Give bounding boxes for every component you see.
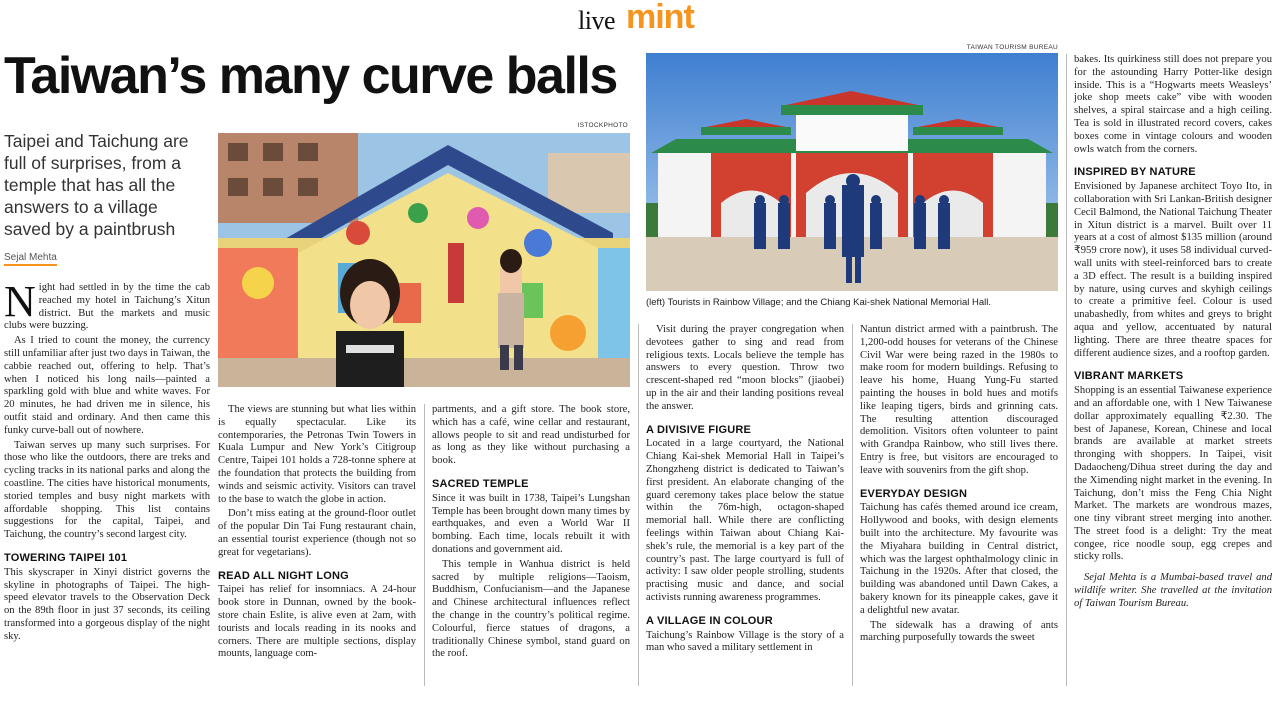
col2-para-2: Don’t miss eating at the ground-floor outlet of the popular Din Tai Fung restaurant chain, an essential tourist experience (though not so great for vegetarians). bbox=[218, 508, 416, 558]
rainbow-village-photo bbox=[218, 122, 630, 388]
photo-credit-tourism: TAIWAN TOURISM BUREAU bbox=[966, 44, 1058, 51]
subhead-divisive-figure: A DIVISIVE FIGURE bbox=[646, 423, 752, 436]
column-rule bbox=[852, 324, 853, 686]
col4-para-1: Visit during the prayer congregation when devotees gather to sing and read from religious texts. Locals believe the temple has answers to every question. Throw two crescent-shaped red “moon blocks” (jiaobei) up in the air and their landing positions reveal the answer. bbox=[646, 324, 844, 412]
col3-para-1: partments, and a gift store. The book store, which has a café, wine cellar and restaurant, allows people to sit and read undisturbed for as long as they like without purchasing a book. bbox=[432, 404, 630, 467]
subhead-inspired-nature: INSPIRED BY NATURE bbox=[1074, 166, 1196, 179]
col4-para-2: Located in a large courtyard, the National Chiang Kai-shek Memorial Hall in Taipei’s Zhongzheng district is dedicated to Taiwan’s first president. An elaborate changing of the guard ceremony takes place below the statue within the 76m-high, octagon-shaped memorial hall. While there are conflicting feelings within Taiwan about Chiang Kai-shek’s rule, the memorial is a key part of the country’s past. The large courtyard is full of activity: I saw older people strolling, students practising music and dance, and social activists running awareness programmes. bbox=[646, 438, 844, 603]
column-2 bbox=[218, 404, 416, 663]
col3-para-2: Since it was built in 1738, Taipei’s Lungshan Temple has been brought down many times by earthquakes, and even a World War II bombing. Each time, locals rebuilt it with donations and government aid. bbox=[432, 492, 630, 555]
col5-para-3: The sidewalk has a drawing of ants marching purposefully towards the sweet bbox=[860, 619, 1058, 644]
col6-para-3: Shopping is an essential Taiwanese experience and an affordable one, with 1 New Taiwanese dollar approximately equalling ₹2.30. The best of Japanese, Korean, Chinese and local brands are available at market streets thronging with shoppers. In Taipei, visit Dadaocheng/Dihua street during the day and the Ximending night market in the evening. In Taichung, don’t miss the Feng Chia Night Market. The markets are wondrous mazes, one tiny vibrant street merging into another. The street food is a delight: Try the meat congee, rice noodle soup, egg crepes and sticky rolls. bbox=[1074, 385, 1272, 563]
column-rule bbox=[638, 324, 639, 686]
byline: Sejal Mehta bbox=[4, 252, 57, 266]
col3-para-3: This temple in Wanhua district is held sacred by multiple religions—Taoism, Buddhism, Confucianism—and the Japanese and Chinese architectural influences reflect the change in the country’s political regime. Colourful, fierce statues of dragons, a traditionally Chinese symbol, stand guard on the roof. bbox=[432, 558, 630, 660]
masthead-logo bbox=[560, 2, 730, 38]
column-6 bbox=[1074, 54, 1272, 613]
column-5 bbox=[860, 324, 1058, 647]
author-bio: Sejal Mehta is a Mumbai-based travel and wildlife writer. She travelled at the invitation of Taiwan Tourism Bureau. bbox=[1074, 572, 1272, 609]
col1-para-1-text: ight had settled in by the time the cab reached my hotel in Taichung’s Xitun district. But the markets and music clubs were buzzing. bbox=[4, 282, 210, 332]
col2-para-1: The views are stunning but what lies within is equally spectacular. Like its contemporaries, the Petronas Twin Towers in Kuala Lumpur and New York’s Citigroup Centre, Taipei 101 holds a 728-tonne sphere at the foundation that protects the building from winds and seismic activity. Visitors can travel to the base to watch the globe in action. bbox=[218, 404, 416, 505]
drop-cap: N bbox=[4, 277, 36, 326]
memorial-hall-photo bbox=[646, 44, 1058, 294]
col6-para-1: bakes. Its quirkiness still does not prepare you for the astounding Harry Potter-like design inside. This is a “Hogwarts meets Weasleys’ joke shop meets cake” vibe with wooden shelves, a spiral staircase and a high ceiling. Tea is sold in illustrated record covers, cakes boxes come in vintage colours and wooden owls watch from the corners. bbox=[1074, 54, 1272, 155]
col2-para-3: Taipei has relief for insomniacs. A 24-hour book store in Dunnan, owned by the book-store chain Eslite, is alive even at 2am, with tourists and locals reading in its nooks and corners. There are multiple sections, display mounts, language com- bbox=[218, 584, 416, 660]
subhead-read-all-night: READ ALL NIGHT LONG bbox=[218, 569, 349, 582]
column-rule bbox=[424, 404, 425, 686]
subhead-vibrant-markets: VIBRANT MARKETS bbox=[1074, 370, 1184, 383]
col1-para-2: As I tried to count the money, the currency still unfamiliar after just two days in Taiwan, the cabbie reached out, offering to help. That’s when I noticed his long nails—painted a sparkling gold with blue and white waves. For 20 minutes, he had driven me in silence, his outfit staid and ordinary. And then came this funky curve-ball out of nowhere. bbox=[4, 335, 210, 436]
column-3 bbox=[432, 404, 630, 663]
subhead-sacred-temple: SACRED TEMPLE bbox=[432, 477, 529, 490]
col1-para-4: This skyscraper in Xinyi district governs the skyline in photographs of Taipei. The high-speed elevator travels to the Observation Deck on the 89th floor in just 37 seconds, its ceiling transformed into a gorgeous display of the night sky. bbox=[4, 566, 210, 642]
col5-para-1: Nantun district armed with a paintbrush. The 1,200-odd houses for veterans of the Chinese Civil War were being razed in the 1980s to make room for modern buildings. Refusing to leave his home, Huang Yung-Fu started painting the houses in bold hues and motifs like leaping tigers, birds and grinning cats. The resulting attention discouraged demolition. Visitors often volunteer to paint with Grandpa Rainbow, who still lives there. Entry is free, but visitors are encouraged to leave with souvenirs from the gift shop. bbox=[860, 324, 1058, 476]
col1-para-1 bbox=[4, 277, 210, 333]
col4-para-3: Taichung’s Rainbow Village is the story of a man who saved a military settlement in bbox=[646, 629, 844, 654]
subhead-village-colour: A VILLAGE IN COLOUR bbox=[646, 614, 773, 627]
column-rule bbox=[1066, 54, 1067, 686]
standfirst: Taipei and Taichung are full of surprises, from a temple that has all the answers to a village saved by a paintbrush bbox=[4, 131, 189, 239]
masthead-mint: mint bbox=[626, 0, 694, 36]
column-1 bbox=[4, 277, 210, 646]
headline: Taiwan’s many curve balls bbox=[4, 47, 617, 105]
subhead-towering: TOWERING TAIPEI 101 bbox=[4, 551, 128, 564]
masthead-live: live bbox=[578, 6, 615, 35]
col1-para-3: Taiwan serves up many such surprises. For those who like the outdoors, there are treks and cycling tracks in its national parks and along the coastline. The cities have historical monuments, storied temples and busy night markets with affordable shopping. This list contains suggestions for the capital, Taipei, and Taichung, the country’s second largest city. bbox=[4, 439, 210, 541]
col6-para-2: Envisioned by Japanese architect Toyo Ito, in collaboration with Sri Lankan-British designer Cecil Balmond, the National Taichung Theater in Xitun district is a marvel. Built over 11 years at a cost of almost $135 million (around ₹959 crore now), it uses 58 individual curved-wall units with steel-reinforced bars to create a 3D effect. The result is a building inspired by nature, using curves and skyhigh ceilings to create a primitive feel. Colour is used unabashedly, from whites and greys to bright aqua and yellow, accentuated by natural lighting. There are three theatre spaces for different audience sizes, and a rooftop garden. bbox=[1074, 181, 1272, 359]
col5-para-2: Taichung has cafés themed around ice cream, Hollywood and books, with design elements built into the architecture. My favourite was the Miyahara building in Central district, which was the largest ophthalmology clinic in Taichung in the 1920s. After that closed, the building was abandoned until Dawn Cakes, a bakery known for its pineapple cakes, gave it a delightful new avatar. bbox=[860, 502, 1058, 616]
column-4 bbox=[646, 324, 844, 657]
subhead-everyday-design: EVERYDAY DESIGN bbox=[860, 487, 968, 500]
photo-caption: (left) Tourists in Rainbow Village; and the Chiang Kai-shek National Memorial Hall. bbox=[646, 297, 991, 308]
photo-credit-istock: ISTOCKPHOTO bbox=[577, 122, 628, 129]
